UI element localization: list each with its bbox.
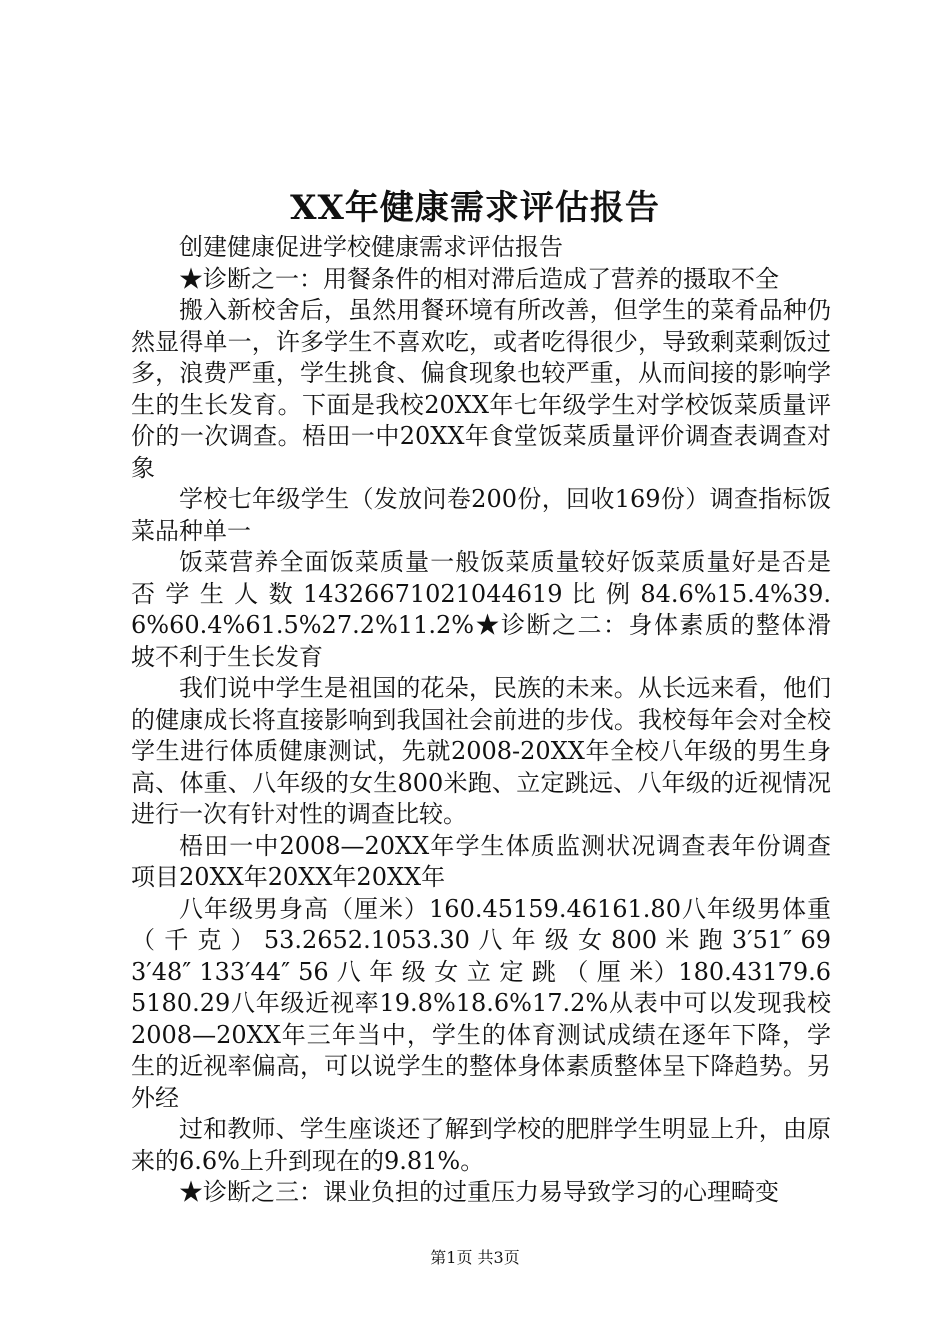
paragraph-survey-table: 饭菜营养全面饭菜质量一般饭菜质量较好饭菜质量好是否是 否 学 生 人 数 14326671021044619 比 例 84.6%15.4%39.6%60.4%61.5%27.2%11.2%★诊断之二：身体素质的整体滑坡不利于生长发育 bbox=[131, 548, 831, 671]
paragraph-diagnosis-1: ★诊断之一：用餐条件的相对滞后造成了营养的摄取不全 bbox=[179, 264, 779, 293]
paragraph-health-intro: 我们说中学生是祖国的花朵，民族的未来。从长远来看，他们的健康成长将直接影响到我国社会前进的步伐。我校每年会对全校学生进行体质健康测试，先就2008-20XX年全校八年级的男生身高、体重、八年级的女生800米跑、立定跳远、八年级的近视情况进行一次有针对性的调查比较。 bbox=[131, 674, 831, 828]
paragraph-meal-survey: 搬入新校舍后，虽然用餐环境有所改善，但学生的菜肴品种仍然显得单一，许多学生不喜欢吃，或者吃得很少，导致剩菜剩饭过多，浪费严重，学生挑食、偏食现象也较严重，从而间接的影响学生的生长发育。下面是我校20XX年七年级学生对学校饭菜质量评价的一次调查。梧田一中20XX年食堂饭菜质量评价调查表调查对象 bbox=[131, 296, 831, 482]
document-body bbox=[131, 232, 831, 1209]
paragraph-obesity: 过和教师、学生座谈还了解到学校的肥胖学生明显上升，由原来的6.6%上升到现在的9.81%。 bbox=[131, 1115, 831, 1175]
paragraph-diagnosis-3: ★诊断之三：课业负担的过重压力易导致学习的心理畸变 bbox=[179, 1178, 779, 1206]
paragraph-fitness-table: 八年级男身高（厘米）160.45159.46161.80八年级男体重（ 千 克 ） 53.2652.1053.30 八 年 级 女 800 米 跑 3′51″ 693′48″ 133′44″ 56 八 年 级 女 立 定 跳 （ 厘 米）180.43179.65180.29八年级近视率19.8%18.6%17.2%从表中可以发现我校2008—20XX年三年当中，学生的体育测试成绩在逐年下降，学生的近视率偏高，可以说学生的整体身体素质整体呈下降趋势。另外经 bbox=[131, 894, 831, 1112]
page-number: 第1页 共3页 bbox=[430, 1248, 520, 1267]
paragraph-subtitle: 创建健康促进学校健康需求评估报告 bbox=[179, 233, 563, 261]
paragraph-survey-subject: 学校七年级学生（发放问卷200份，回收169份）调查指标饭菜品种单一 bbox=[131, 485, 831, 545]
document-title: XX年健康需求评估报告 bbox=[290, 188, 660, 228]
paragraph-fitness-table-title: 梧田一中2008—20XX年学生体质监测状况调查表年份调查项目20XX年20XX年20XX年 bbox=[131, 831, 831, 891]
